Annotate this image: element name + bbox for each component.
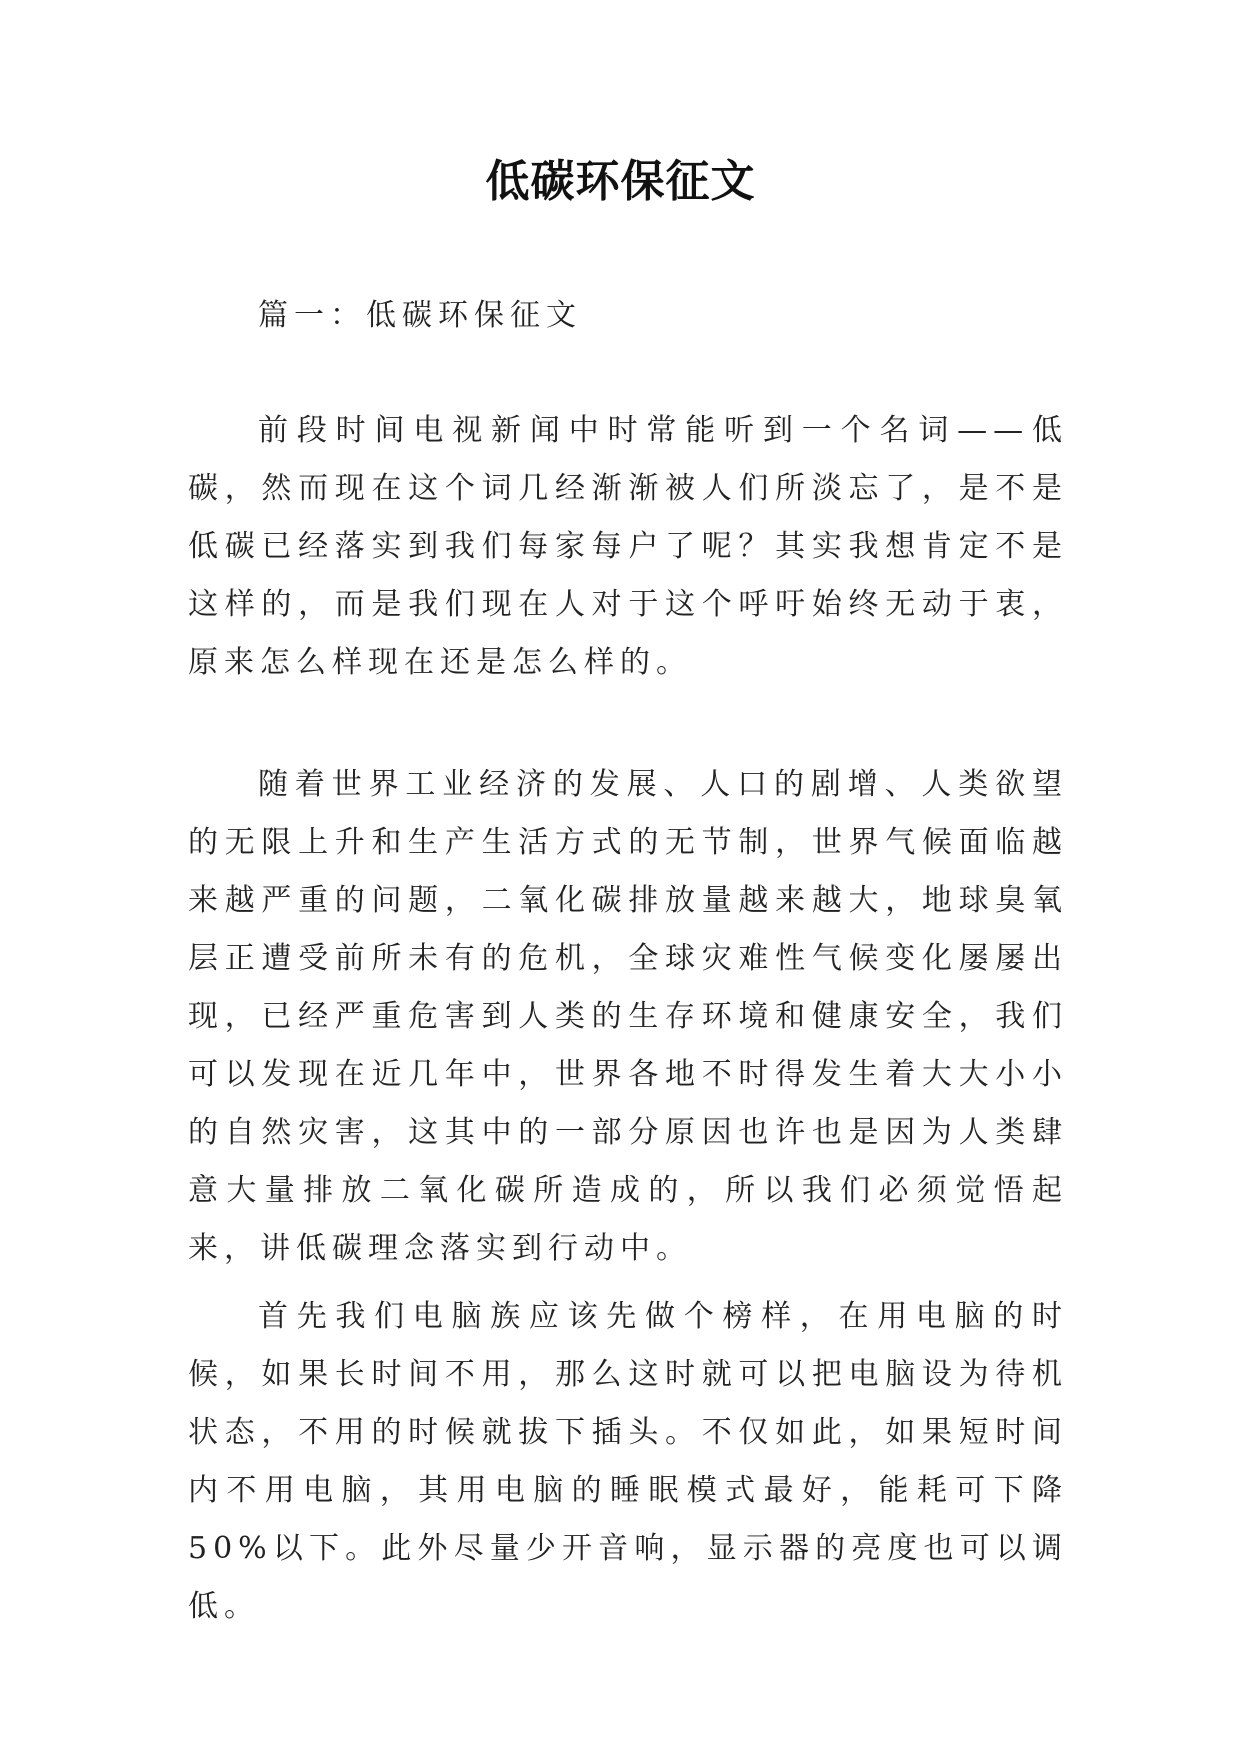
document-title: 低碳环保征文 bbox=[485, 156, 756, 207]
paragraph-1: 前段时间电视新闻中时常能听到一个名词——低碳，然而现在这个词几经渐渐被人们所淡忘了，是不是低碳已经落实到我们每家每户了呢？其实我想肯定不是这样的，而是我们现在人对于这个呼吁始终无动于衷，原来怎么样现在还是怎么样的。 bbox=[188, 413, 1068, 680]
paragraph-2: 随着世界工业经济的发展、人口的剧增、人类欲望的无限上升和生产生活方式的无节制，世界气候面临越来越严重的问题，二氧化碳排放量越来越大，地球臭氧层正遭受前所未有的危机，全球灾难性气候变化屡屡出现，已经严重危害到人类的生存环境和健康安全，我们可以发现在近几年中，世界各地不时得发生着大大小小的自然灾害，这其中的一部分原因也许也是因为人类肆意大量排放二氧化碳所造成的，所以我们必须觉悟起来，讲低碳理念落实到行动中。 bbox=[188, 767, 1068, 1266]
paragraph-3: 首先我们电脑族应该先做个榜样，在用电脑的时候，如果长时间不用，那么这时就可以把电脑设为待机状态，不用的时候就拔下插头。不仅如此，如果短时间内不用电脑，其用电脑的睡眠模式最好，能耗可下降 50%以下。此外尽量少开音响，显示器的亮度也可以调低。 bbox=[188, 1299, 1068, 1624]
section-heading: 篇一：低碳环保征文 bbox=[258, 298, 582, 333]
